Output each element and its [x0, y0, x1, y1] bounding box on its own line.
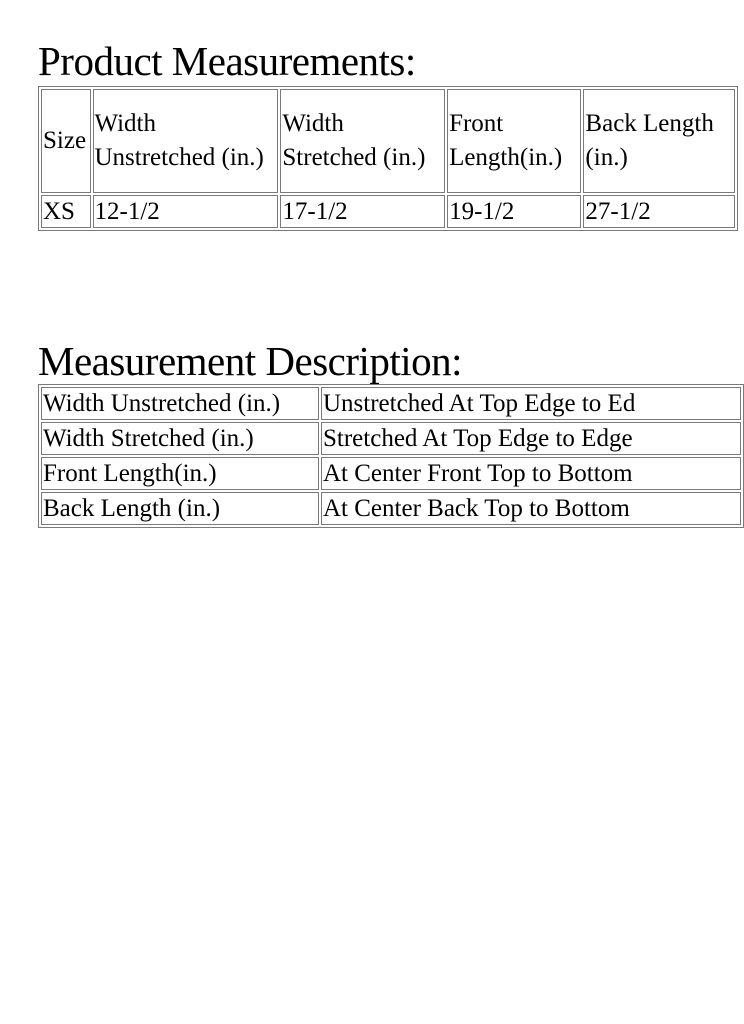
table-row: [41, 492, 741, 525]
description-term: Back Length (in.): [41, 492, 319, 525]
description-text: Unstretched At Top Edge to Ed: [321, 387, 741, 420]
cell-size: XS: [41, 195, 91, 228]
table-row: [41, 422, 741, 455]
cell-width-unstretched: 12-1/2: [93, 195, 279, 228]
table-row: [41, 387, 741, 420]
cell-width-stretched: 17-1/2: [280, 195, 445, 228]
measurement-description-title: Measurement Description:: [38, 338, 463, 384]
header-width-unstretched: Width Unstretched (in.): [93, 89, 279, 193]
cell-back-length: 27-1/2: [583, 195, 735, 228]
description-text: Stretched At Top Edge to Edge: [321, 422, 741, 455]
description-term: Front Length(in.): [41, 457, 319, 490]
header-size: Size: [41, 89, 91, 193]
header-front-length: Front Length(in.): [447, 89, 581, 193]
header-back-length: Back Length (in.): [583, 89, 735, 193]
description-text: At Center Back Top to Bottom: [321, 492, 741, 525]
description-term: Width Unstretched (in.): [41, 387, 319, 420]
description-text: At Center Front Top to Bottom: [321, 457, 741, 490]
cell-front-length: 19-1/2: [447, 195, 581, 228]
description-term: Width Stretched (in.): [41, 422, 319, 455]
header-width-stretched: Width Stretched (in.): [280, 89, 445, 193]
table-row: [41, 457, 741, 490]
product-measurements-title: Product Measurements:: [38, 38, 416, 84]
measurement-description-table: [38, 384, 744, 528]
